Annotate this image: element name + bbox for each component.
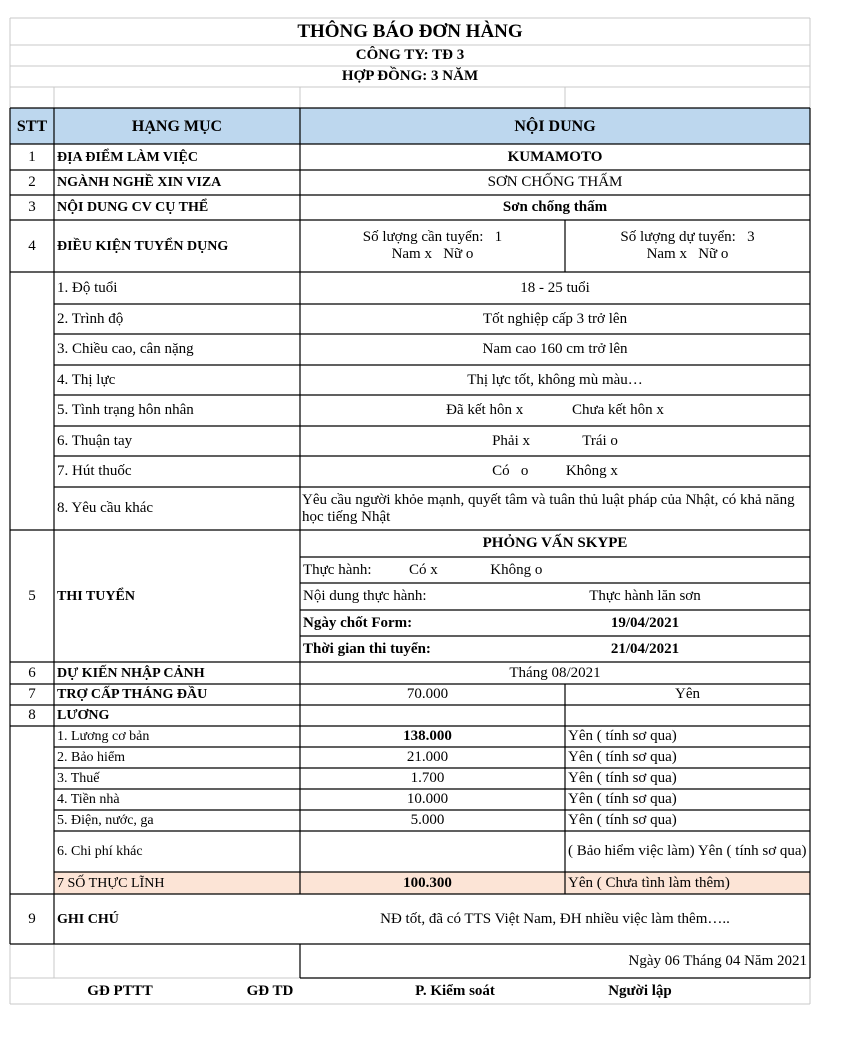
salary-item-label: 2. Bảo hiểm [57,750,126,765]
condition-label: 8. Yêu cầu khác [57,500,154,516]
work-location-value: KUMAMOTO [507,148,603,165]
row-number: 5 [28,587,36,604]
column-header-category: HẠNG MỤC [131,117,223,135]
condition-value: Thị lực tốt, không mù màu… [467,371,643,388]
column-header-stt: STT [16,117,48,135]
row-number: 6 [28,664,36,681]
salary-item-value: 21.000 [406,749,449,765]
condition-label: 7. Hút thuốc [57,463,132,479]
recruit-quota [300,220,565,272]
condition-label: 4. Thị lực [57,371,116,388]
practice-content-label: Nội dung thực hành: [303,588,427,604]
exam-time-label: Thời gian thi tuyển: [303,640,431,657]
first-month-allowance-value: 70.000 [406,686,449,702]
signature-nguoi-lap: Người lập [608,982,672,999]
condition-value: Có o Không x [492,463,618,479]
salary-item-unit: Yên ( tính sơ qua) [568,812,677,828]
exam-label: THI TUYỂN [57,588,135,604]
salary-label: LƯƠNG [57,708,110,723]
condition-value: 18 - 25 tuổi [520,279,590,296]
net-salary-value: 100.300 [403,874,452,891]
condition-label: 1. Độ tuổi [57,279,118,296]
row-number: 2 [28,174,36,190]
condition-label: 5. Tình trạng hôn nhân [57,402,194,418]
exam-method: PHỎNG VẤN SKYPE [482,535,628,551]
salary-item-value: 138.000 [403,728,452,744]
salary-item-unit: Yên ( tính sơ qua) [568,728,677,744]
salary-item-label: 6. Chi phí khác [57,844,143,859]
visa-occupation-label: NGÀNH NGHỀ XIN VIZA [57,175,222,190]
net-salary-unit: Yên ( Chưa tình làm thêm) [568,874,730,891]
salary-item-value: 1.700 [410,770,445,786]
candidate-quota-count: Số lượng dự tuyển: 3 [620,229,755,245]
expected-entry-value: Tháng 08/2021 [509,664,601,681]
row-number: 7 [28,686,36,702]
condition-label: 6. Thuận tay [57,432,133,449]
document-title: THÔNG BÁO ĐƠN HÀNG [297,21,523,42]
company-name: CÔNG TY: TĐ 3 [355,47,465,63]
condition-value: Yêu cầu người khỏe mạnh, quyết tâm và tuân thủ luật pháp của Nhật, có khả năng học tiếng Nhật [302,491,795,525]
salary-item-unit: Yên ( tính sơ qua) [568,791,677,807]
condition-value: Đã kết hôn x Chưa kết hôn x [446,402,664,418]
row-number: 4 [28,237,36,254]
condition-value: Tốt nghiệp cấp 3 trở lên [482,310,628,327]
exam-practice: Thực hành: Có x Không o [303,561,543,578]
condition-label: 3. Chiều cao, cân nặng [57,341,194,357]
row-number: 8 [28,707,36,723]
salary-item-label: 1. Lương cơ bản [57,729,150,744]
practice-content-value: Thực hành lăn sơn [589,588,701,604]
first-month-allowance-label: TRỢ CẤP THÁNG ĐẦU [57,687,208,702]
contract-duration: HỢP ĐỒNG: 3 NĂM [341,68,479,84]
signature-gd-pttt: GĐ PTTT [87,982,153,999]
form-deadline-value: 19/04/2021 [610,614,680,631]
signature-p-kiem-soat: P. Kiểm soát [415,982,495,999]
work-location-label: ĐỊA ĐIỂM LÀM VIỆC [57,149,198,165]
salary-item-value: 10.000 [406,791,449,807]
candidate-quota [565,220,810,272]
notes-label: GHI CHÚ [57,911,119,927]
expected-entry-label: DỰ KIẾN NHẬP CẢNH [57,665,205,681]
row-number: 9 [28,910,36,927]
candidate-quota-gender: Nam x Nữ o [646,246,729,262]
salary-item-label: 3. Thuế [57,771,100,786]
row-number: 1 [28,148,36,165]
condition-label: 2. Trình độ [57,310,124,327]
salary-item-value: 5.000 [410,812,445,828]
salary-item-unit: Yên ( tính sơ qua) [568,749,677,765]
row-number: 3 [28,199,36,215]
condition-value: Nam cao 160 cm trở lên [482,341,628,357]
column-header-content: NỘI DUNG [514,117,596,135]
salary-item-unit: Yên ( tính sơ qua) [568,770,677,786]
exam-time-value: 21/04/2021 [610,640,680,657]
salary-item-unit: ( Bảo hiểm việc làm) Yên ( tính sơ qua) [568,843,807,859]
condition-value: Phải x Trái o [492,432,618,449]
recruit-quota-gender: Nam x Nữ o [391,246,474,262]
recruitment-conditions-label: ĐIỀU KIỆN TUYỂN DỤNG [57,238,229,254]
signature-gd-td: GĐ TD [246,982,294,999]
job-detail-label: NỘI DUNG CV CỤ THỂ [57,200,209,215]
notes-value: NĐ tốt, đã có TTS Việt Nam, ĐH nhiều việc làm thêm….. [380,910,730,927]
form-deadline-label: Ngày chốt Form: [303,614,413,631]
issue-date: Ngày 06 Tháng 04 Năm 2021 [628,952,807,969]
salary-item-label: 5. Điện, nước, ga [57,813,154,828]
net-salary-label: 7 SỐ THỰC LĨNH [57,875,165,891]
first-month-allowance-unit: Yên [675,686,700,702]
job-detail-value: Sơn chống thấm [502,199,608,215]
visa-occupation-value: SƠN CHỐNG THẤM [487,174,623,190]
recruit-quota-count: Số lượng cần tuyển: 1 [362,229,503,245]
salary-item-value [300,831,555,872]
salary-item-label: 4. Tiền nhà [57,792,120,807]
